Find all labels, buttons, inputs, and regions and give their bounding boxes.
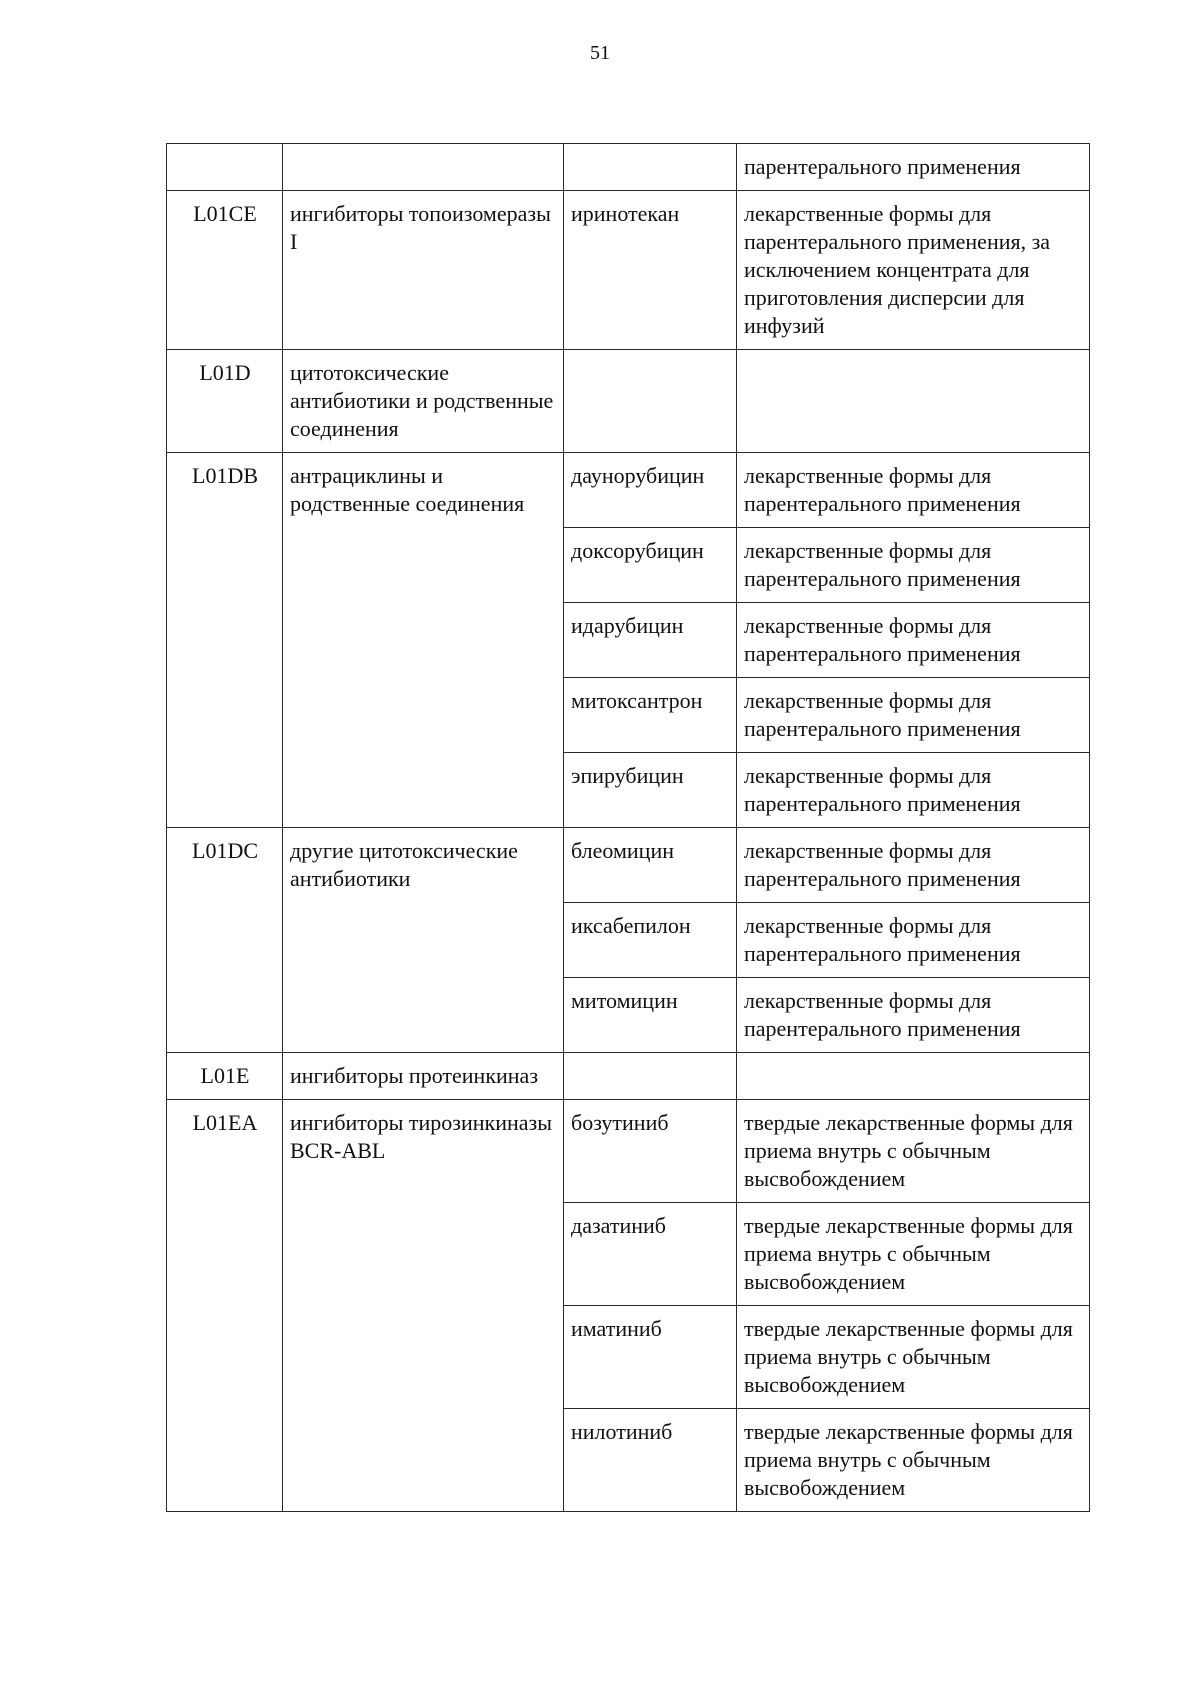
drug-cell: доксорубицин bbox=[564, 528, 737, 603]
drug-cell: иринотекан bbox=[564, 191, 737, 350]
table-row bbox=[167, 1053, 1090, 1100]
table-row bbox=[167, 828, 1090, 903]
dosage-form-cell: лекарственные формы для парентерального применения bbox=[737, 528, 1090, 603]
table-row bbox=[167, 350, 1090, 453]
atc-code-cell: L01DB bbox=[167, 453, 283, 828]
dosage-form-cell: лекарственные формы для парентерального применения, за исключением концентрата для приготовления дисперсии для инфузий bbox=[737, 191, 1090, 350]
group-cell: ингибиторы протеинкиназ bbox=[283, 1053, 564, 1100]
drug-cell: даунорубицин bbox=[564, 453, 737, 528]
atc-code-cell: L01D bbox=[167, 350, 283, 453]
atc-code-cell: L01E bbox=[167, 1053, 283, 1100]
table-row bbox=[167, 191, 1090, 350]
atc-code-cell bbox=[167, 144, 283, 191]
dosage-form-cell: парентерального применения bbox=[737, 144, 1090, 191]
group-cell: антрациклины и родственные соединения bbox=[283, 453, 564, 828]
drug-cell: иматиниб bbox=[564, 1306, 737, 1409]
drug-cell: идарубицин bbox=[564, 603, 737, 678]
group-cell: ингибиторы тирозинкиназы BCR-ABL bbox=[283, 1100, 564, 1512]
drug-cell: нилотиниб bbox=[564, 1409, 737, 1512]
dosage-form-cell: твердые лекарственные формы для приема внутрь с обычным высвобождением bbox=[737, 1100, 1090, 1203]
dosage-form-cell: твердые лекарственные формы для приема внутрь с обычным высвобождением bbox=[737, 1203, 1090, 1306]
dosage-form-cell: лекарственные формы для парентерального применения bbox=[737, 603, 1090, 678]
drug-cell bbox=[564, 1053, 737, 1100]
drug-cell: эпирубицин bbox=[564, 753, 737, 828]
drug-cell: иксабепилон bbox=[564, 903, 737, 978]
dosage-form-cell: лекарственные формы для парентерального применения bbox=[737, 903, 1090, 978]
drug-classification-table bbox=[166, 143, 1090, 1512]
drug-cell bbox=[564, 144, 737, 191]
table-row bbox=[167, 1100, 1090, 1203]
group-cell bbox=[283, 144, 564, 191]
dosage-form-cell: твердые лекарственные формы для приема внутрь с обычным высвобождением bbox=[737, 1409, 1090, 1512]
drug-cell bbox=[564, 350, 737, 453]
dosage-form-cell bbox=[737, 350, 1090, 453]
table-row bbox=[167, 144, 1090, 191]
group-cell: ингибиторы топоизомеразы I bbox=[283, 191, 564, 350]
dosage-form-cell: лекарственные формы для парентерального применения bbox=[737, 978, 1090, 1053]
atc-code-cell: L01EA bbox=[167, 1100, 283, 1512]
drug-cell: бозутиниб bbox=[564, 1100, 737, 1203]
dosage-form-cell: лекарственные формы для парентерального применения bbox=[737, 678, 1090, 753]
page-number: 51 bbox=[590, 42, 610, 64]
dosage-form-cell bbox=[737, 1053, 1090, 1100]
drug-cell: блеомицин bbox=[564, 828, 737, 903]
dosage-form-cell: твердые лекарственные формы для приема внутрь с обычным высвобождением bbox=[737, 1306, 1090, 1409]
drug-cell: митомицин bbox=[564, 978, 737, 1053]
drug-cell: митоксантрон bbox=[564, 678, 737, 753]
dosage-form-cell: лекарственные формы для парентерального применения bbox=[737, 753, 1090, 828]
dosage-form-cell: лекарственные формы для парентерального применения bbox=[737, 828, 1090, 903]
atc-code-cell: L01CE bbox=[167, 191, 283, 350]
group-cell: цитотоксические антибиотики и родственные соединения bbox=[283, 350, 564, 453]
atc-code-cell: L01DC bbox=[167, 828, 283, 1053]
table-row bbox=[167, 453, 1090, 528]
dosage-form-cell: лекарственные формы для парентерального применения bbox=[737, 453, 1090, 528]
drug-cell: дазатиниб bbox=[564, 1203, 737, 1306]
group-cell: другие цитотоксические антибиотики bbox=[283, 828, 564, 1053]
